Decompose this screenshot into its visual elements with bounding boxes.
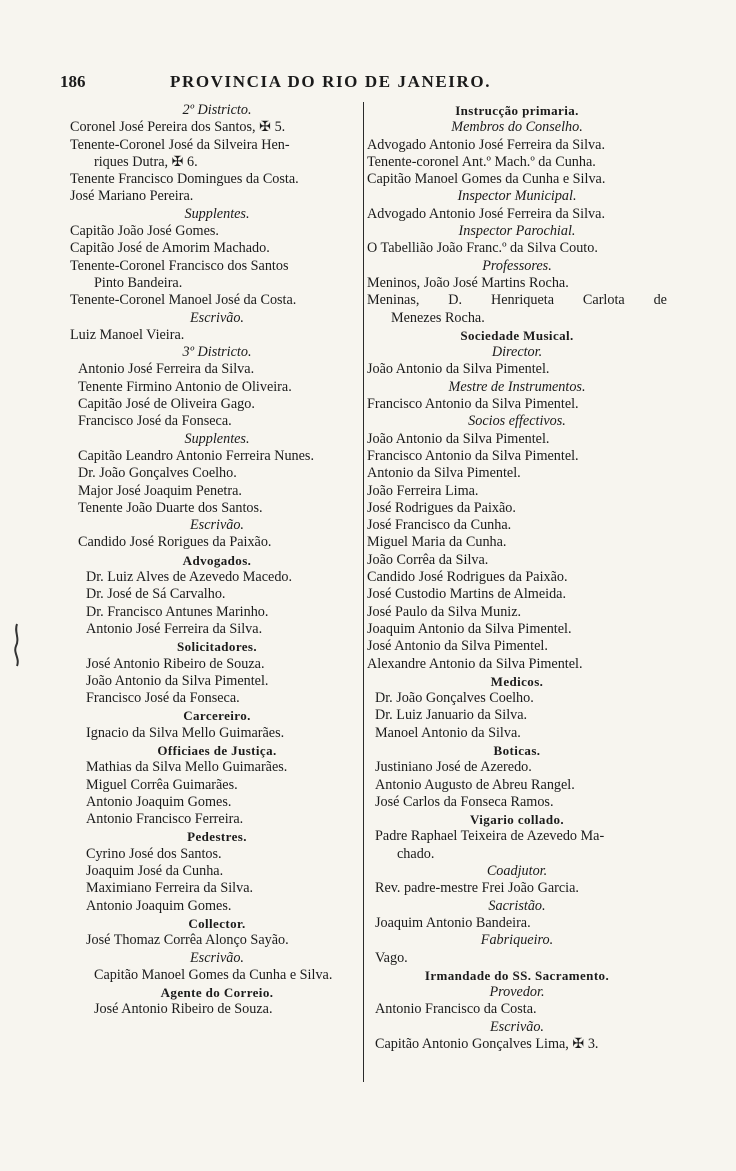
right-entry: Antonio da Silva Pimentel. (367, 465, 521, 482)
right-section-subheading: Socios effectivos. (468, 413, 566, 430)
right-section-heading: Boticas. (493, 742, 541, 758)
left-entry: Miguel Corrêa Guimarães. (86, 776, 238, 793)
right-entry: Advogado Antonio José Ferreira da Silva. (367, 205, 605, 222)
left-entry: João Antonio da Silva Pimentel. (86, 672, 269, 689)
right-entry: João Ferreira Lima. (367, 482, 479, 499)
right-entry: Francisco Antonio da Silva Pimentel. (367, 396, 579, 413)
left-entry: Cyrino José dos Santos. (86, 845, 222, 862)
left-section-heading: Agente do Correio. (160, 985, 274, 1001)
left-entry: José Antonio Ribeiro de Souza. (86, 655, 265, 672)
right-entry: José Paulo da Silva Muniz. (367, 603, 522, 620)
right-entry: Dr. Luiz Januario da Silva. (375, 707, 528, 724)
left-entry: Mathias da Silva Mello Guimarães. (86, 759, 288, 776)
left-entry: Tenente-Coronel José da Silveira Hen- (70, 136, 290, 153)
left-entry: José Mariano Pereira. (70, 188, 194, 205)
right-section-heading: Sociedade Musical. (460, 327, 574, 343)
right-section-subheading: Sacristão. (488, 897, 546, 914)
left-entry: Major José Joaquim Penetra. (78, 482, 242, 499)
left-entry: Antonio Joaquim Gomes. (86, 793, 232, 810)
left-entry: Capitão João José Gomes. (70, 223, 219, 240)
right-section-subheading: Mestre de Instrumentos. (448, 378, 586, 395)
right-entry: Meninos, João José Martins Rocha. (367, 274, 569, 291)
right-entry: José Antonio da Silva Pimentel. (367, 638, 548, 655)
right-section-subheading: Provedor. (489, 984, 545, 1001)
right-entry: Miguel Maria da Cunha. (367, 534, 507, 551)
left-section-heading: Carcereiro. (183, 708, 251, 724)
left-entry: Capitão Manoel Gomes da Cunha e Silva. (94, 966, 333, 983)
margin-ink-mark (12, 622, 22, 668)
right-entry: Meninas, D. Henriqueta Carlota de (367, 292, 667, 309)
right-entry-continuation: Menezes Rocha. (391, 309, 485, 326)
left-entry: Dr. Francisco Antunes Marinho. (86, 603, 269, 620)
left-entry: Antonio Francisco Ferreira. (86, 811, 244, 828)
left-column (70, 102, 364, 1019)
right-section-heading: Medicos. (490, 673, 544, 689)
left-entry: Tenente-Coronel Manoel José da Costa. (70, 292, 297, 309)
right-entry: Candido José Rodrigues da Paixão. (367, 569, 568, 586)
right-entry: Rev. padre-mestre Frei João Garcia. (375, 880, 579, 897)
right-entry: Capitão Manoel Gomes da Cunha e Silva. (367, 171, 606, 188)
right-entry: Padre Raphael Teixeira de Azevedo Ma- (375, 828, 605, 845)
right-section-subheading: Membros do Conselho. (451, 119, 583, 136)
right-section-heading: Instrucção primaria. (455, 103, 579, 118)
left-entry: Antonio Joaquim Gomes. (86, 897, 232, 914)
left-section-subheading: Escrivão. (190, 517, 244, 534)
left-section-heading: Pedestres. (187, 829, 247, 845)
running-title: PROVINCIA DO RIO DE JANEIRO. (170, 72, 492, 91)
right-entry: O Tabellião João Franc.º da Silva Couto. (367, 240, 598, 257)
left-entry: Antonio José Ferreira da Silva. (86, 620, 263, 637)
page-number: 186 (60, 72, 86, 91)
right-entry: José Custodio Martins de Almeida. (367, 586, 567, 603)
right-entry: João Antonio da Silva Pimentel. (367, 361, 550, 378)
right-entry: Joaquim Antonio da Silva Pimentel. (367, 620, 572, 637)
left-entry: Tenente João Duarte dos Santos. (78, 499, 263, 516)
left-entry: Dr. Luiz Alves de Azevedo Macedo. (86, 569, 293, 586)
left-entry: Candido José Rorigues da Paixão. (78, 534, 272, 551)
left-entry: Luiz Manoel Vieira. (70, 326, 185, 343)
right-entry: José Rodrigues da Paixão. (367, 499, 516, 516)
page-header (60, 72, 660, 100)
left-entry: Joaquim José da Cunha. (86, 863, 224, 880)
left-entry: Ignacio da Silva Mello Guimarães. (86, 724, 285, 741)
right-entry: Francisco Antonio da Silva Pimentel. (367, 447, 579, 464)
left-section-subheading: Supplentes. (184, 205, 250, 222)
left-section-subheading: 3º Districto. (182, 344, 252, 361)
right-entry: Joaquim Antonio Bandeira. (375, 914, 531, 931)
left-entry: Dr. José de Sá Carvalho. (86, 586, 226, 603)
left-entry: Francisco José da Fonseca. (78, 413, 232, 430)
right-entry: Dr. João Gonçalves Coelho. (375, 690, 534, 707)
right-section-subheading: Coadjutor. (486, 863, 548, 880)
left-entry: Tenente Francisco Domingues da Costa. (70, 171, 299, 188)
column-divider (363, 102, 364, 1082)
right-entry: Capitão Antonio Gonçalves Lima, ✠ 3. (375, 1036, 599, 1053)
left-section-subheading: 2º Districto. (182, 102, 252, 118)
left-section-heading: Officiaes de Justiça. (157, 742, 277, 758)
left-entry-continuation: Pinto Bandeira. (94, 274, 183, 291)
left-entry: Dr. João Gonçalves Coelho. (78, 465, 237, 482)
right-entry: José Carlos da Fonseca Ramos. (375, 793, 554, 810)
right-entry: João Corrêa da Silva. (367, 551, 489, 568)
right-entry: Manoel Antonio da Silva. (375, 724, 521, 741)
right-column (367, 102, 667, 1053)
right-entry: José Francisco da Cunha. (367, 517, 512, 534)
right-entry: Tenente-coronel Ant.º Mach.º da Cunha. (367, 153, 596, 170)
left-section-subheading: Escrivão. (190, 949, 244, 966)
right-entry: Alexandre Antonio da Silva Pimentel. (367, 655, 583, 672)
left-entry: Capitão José de Oliveira Gago. (78, 396, 255, 413)
right-section-subheading: Escrivão. (490, 1018, 544, 1035)
right-entry: João Antonio da Silva Pimentel. (367, 430, 550, 447)
left-entry: Capitão Leandro Antonio Ferreira Nunes. (78, 447, 314, 464)
left-entry: Tenente-Coronel Francisco dos Santos (70, 257, 289, 274)
right-section-heading: Vigario collado. (469, 812, 565, 828)
left-entry: José Antonio Ribeiro de Souza. (94, 1001, 273, 1018)
right-section-subheading: Professores. (482, 257, 552, 274)
right-section-subheading: Inspector Parochial. (458, 223, 576, 240)
right-entry: Antonio Francisco da Costa. (375, 1001, 537, 1018)
left-section-heading: Solicitadores. (176, 639, 258, 655)
left-entry: Maximiano Ferreira da Silva. (86, 880, 254, 897)
left-entry: Coronel José Pereira dos Santos, ✠ 5. (70, 119, 286, 136)
right-entry-continuation: chado. (397, 845, 435, 862)
right-entry: Justiniano José de Azeredo. (375, 759, 532, 776)
right-entry: Vago. (375, 949, 408, 966)
right-section-subheading: Director. (491, 344, 543, 361)
left-section-subheading: Supplentes. (184, 430, 250, 447)
left-entry: Tenente Firmino Antonio de Oliveira. (78, 378, 292, 395)
left-entry-continuation: riques Dutra, ✠ 6. (94, 153, 198, 170)
left-entry: Francisco José da Fonseca. (86, 690, 240, 707)
right-entry: Antonio Augusto de Abreu Rangel. (375, 776, 575, 793)
left-section-subheading: Escrivão. (190, 309, 244, 326)
left-entry: José Thomaz Corrêa Alonço Sayão. (86, 932, 289, 949)
left-section-heading: Collector. (188, 915, 246, 931)
left-section-heading: Advogados. (182, 552, 252, 568)
right-entry: Advogado Antonio José Ferreira da Silva. (367, 136, 605, 153)
right-section-subheading: Inspector Municipal. (457, 188, 577, 205)
left-entry: Capitão José de Amorim Machado. (70, 240, 270, 257)
left-entry: Antonio José Ferreira da Silva. (78, 361, 255, 378)
right-section-heading: Irmandade do SS. Sacramento. (424, 967, 610, 983)
right-section-subheading: Fabriqueiro. (480, 932, 554, 949)
